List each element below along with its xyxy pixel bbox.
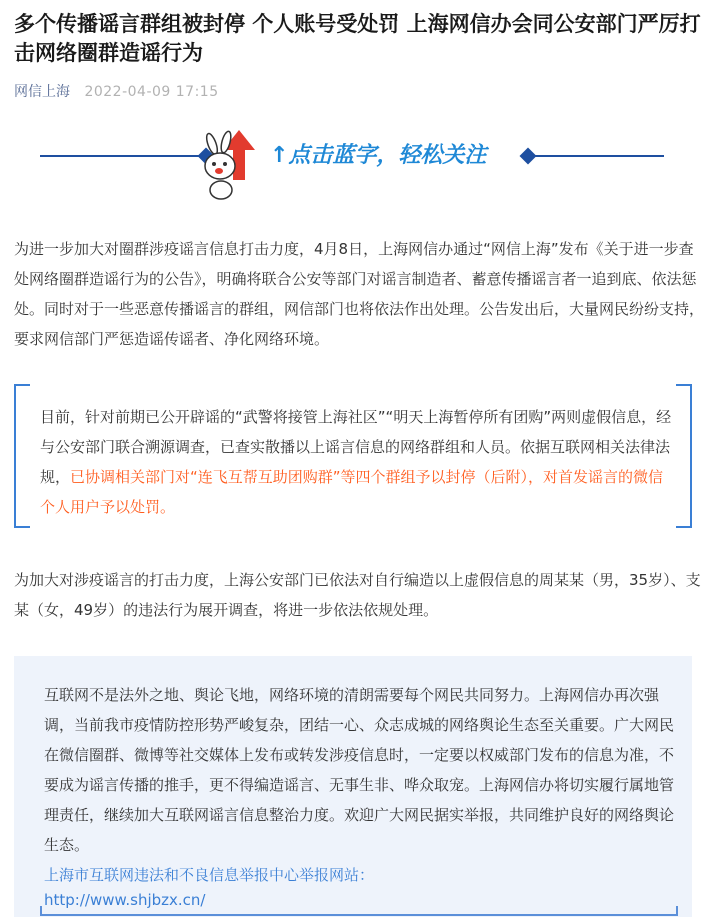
quote-bracket-right (676, 384, 692, 528)
paragraph-police: 为加大对涉疫谣言的打击力度，上海公安部门已依法对自行编造以上虚假信息的周某某（男，35岁）、支某（女，49岁）的违法行为展开调查，将进一步依法依规处理。 (14, 571, 701, 619)
publish-date: 2022-04-09 17:15 (84, 84, 219, 100)
report-url-link[interactable]: http://www.shjbzx.cn/ (44, 891, 206, 909)
notice-text: 互联网不是法外之地、舆论飞地，网络环境的清朗需要每个网民共同努力。上海网信办再次强调，当前我市疫情防控形势严峻复杂，团结一心、众志成城的网络舆论生态至关重要。广大网民在微信圈群、微博等社交媒体上发布或转发涉疫信息时，一定要以权威部门发布的信息为准，不要成为谣言传播的推手，更不得编造谣言、无事生非、哗众取宠。上海网信办将切实履行属地管理责任，继续加大互联网谣言信息整治力度。欢迎广大网民据实举报，共同维护良好的网络舆论生态。 (44, 686, 675, 854)
banner-divider-right (528, 155, 664, 157)
quote-highlight-text: 已协调相关部门对“连飞互帮互助团购群”等四个群组予以封停（后附），对首发谣言的微信个人用户予以处罚。 (40, 468, 664, 516)
report-label: 上海市互联网违法和不良信息举报中心举报网站： (44, 866, 375, 884)
follow-prompt[interactable]: ↑点击蓝字，轻松关注 (270, 143, 487, 168)
article-meta (14, 83, 219, 101)
quote-box (14, 384, 692, 528)
paragraph-intro: 为进一步加大对圈群涉疫谣言信息打击力度，4月8日，上海网信办通过“网信上海”发布《关于进一步查处网络圈群造谣行为的公告》，明确将联合公安等部门对谣言制造者、蓄意传播谣言者一追到底、依法惩处。同时对于一些恶意传播谣言的群组，网信部门也将依法作出处理。公告发出后，大量网民纷纷支持，要求网信部门严惩造谣传谣者、净化网络环境。 (14, 240, 705, 348)
quote-normal-text: 目前，针对前期已公开辟谣的“武警将接管上海社区”“明天上海暂停所有团购”两则虚假信息，经与公安部门联合溯源调查，已查实散播以上谣言信息的网络群组和人员。依据互联网相关法律法规， (40, 408, 672, 486)
banner-divider-left (40, 155, 202, 157)
notice-box (14, 656, 692, 917)
article-title: 多个传播谣言群组被封停 个人账号受处罚 上海网信办会同公安部门严厉打击网络圈群造谣行为 (14, 12, 701, 65)
quote-text (40, 402, 676, 522)
author-link[interactable]: 网信上海 (14, 84, 70, 100)
url-underline (40, 914, 678, 916)
banner-diamond-right (520, 148, 537, 165)
quote-bracket-left (14, 384, 30, 528)
url-underline-tick-right (676, 906, 678, 916)
mascot-rabbit-icon (195, 128, 267, 200)
